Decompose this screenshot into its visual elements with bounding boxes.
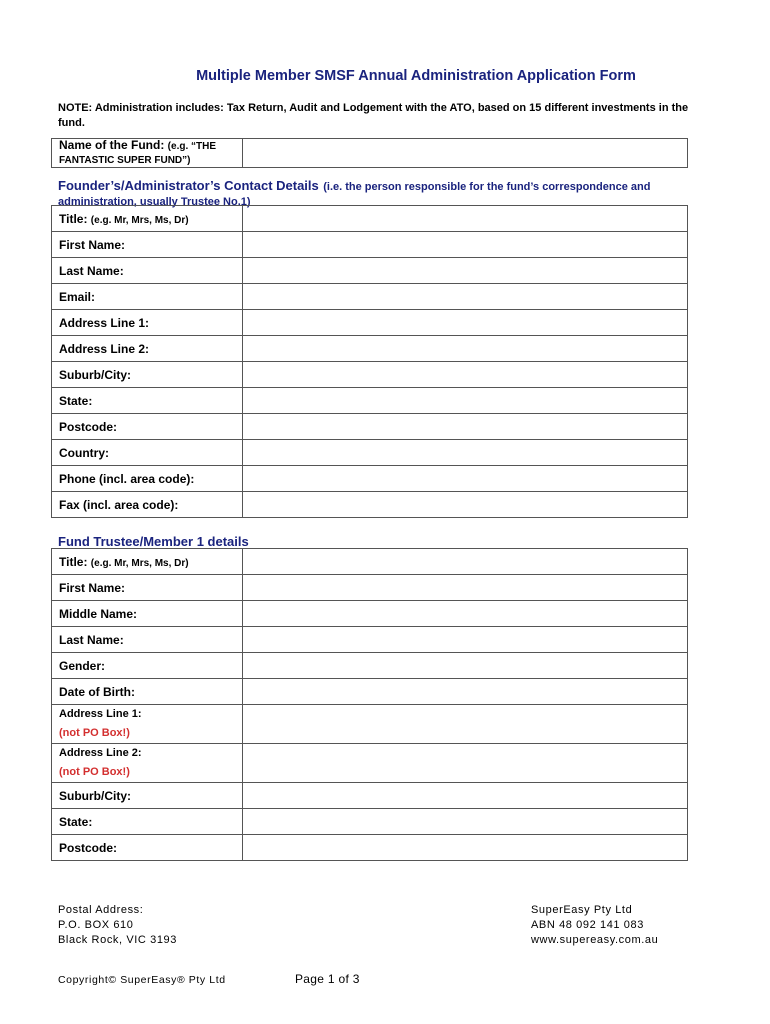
member1-state-cell [243, 809, 688, 835]
founder-suburb-label: Suburb/City: [52, 362, 243, 388]
member1-first-name-input[interactable] [243, 581, 687, 595]
member1-details-table [51, 548, 688, 861]
founder-country-label: Country: [52, 440, 243, 466]
member1-postcode-input[interactable] [243, 841, 687, 855]
member1-last-name-cell [243, 627, 688, 653]
fund-name-cell [243, 139, 688, 168]
member1-address1-warning: (not PO Box!) [59, 727, 130, 739]
member1-address1-label: Address Line 1: [59, 708, 142, 720]
founder-title-cell [243, 206, 688, 232]
founder-state-cell [243, 388, 688, 414]
founder-last-name-input[interactable] [243, 264, 687, 278]
member1-suburb-input[interactable] [243, 789, 687, 803]
founder-heading-text: Founder’s/Administrator’s Contact Details [58, 178, 319, 193]
member1-middle-name-input[interactable] [243, 607, 687, 621]
member1-last-name-input[interactable] [243, 633, 687, 647]
member1-address2-label: Address Line 2: [59, 747, 142, 759]
postal-address-block [58, 903, 177, 948]
founder-phone-label: Phone (incl. area code): [52, 466, 243, 492]
copyright-text: Copyright© SuperEasy® Pty Ltd [58, 974, 226, 986]
founder-suburb-cell [243, 362, 688, 388]
founder-first-name-label: First Name: [52, 232, 243, 258]
founder-email-label: Email: [52, 284, 243, 310]
member1-first-name-cell [243, 575, 688, 601]
member1-middle-name-cell [243, 601, 688, 627]
founder-address2-input[interactable] [243, 342, 687, 356]
member1-title-label: Title: [59, 554, 88, 569]
founder-phone-cell [243, 466, 688, 492]
founder-suburb-input[interactable] [243, 368, 687, 382]
member1-address2-cell [243, 744, 688, 783]
member1-dob-label: Date of Birth: [52, 679, 243, 705]
postal-city: Black Rock, VIC 3193 [58, 934, 177, 946]
member1-state-label: State: [52, 809, 243, 835]
fund-name-input[interactable] [243, 146, 687, 160]
member1-first-name-label: First Name: [52, 575, 243, 601]
member1-suburb-label: Suburb/City: [52, 783, 243, 809]
member1-address1-input[interactable] [243, 717, 687, 731]
postal-box: P.O. BOX 610 [58, 919, 134, 931]
member1-title-cell [243, 549, 688, 575]
member1-middle-name-label: Middle Name: [52, 601, 243, 627]
founder-title-hint: (e.g. Mr, Mrs, Ms, Dr) [90, 214, 189, 226]
founder-first-name-input[interactable] [243, 238, 687, 252]
member1-gender-label: Gender: [52, 653, 243, 679]
founder-postcode-label: Postcode: [52, 414, 243, 440]
member1-address1-label-cell [52, 705, 243, 744]
founder-country-cell [243, 440, 688, 466]
member1-heading-text: Fund Trustee/Member 1 details [58, 534, 249, 549]
founder-title-label-cell [52, 206, 243, 232]
fund-name-label: Name of the Fund: [59, 138, 165, 152]
member1-last-name-label: Last Name: [52, 627, 243, 653]
founder-email-cell [243, 284, 688, 310]
founder-address2-label: Address Line 2: [52, 336, 243, 362]
company-abn: ABN 48 092 141 083 [531, 919, 644, 931]
member1-dob-cell [243, 679, 688, 705]
company-website[interactable]: www.supereasy.com.au [531, 934, 659, 946]
member1-address2-input[interactable] [243, 756, 687, 770]
fund-name-table [51, 138, 688, 168]
founder-title-input[interactable] [243, 212, 687, 226]
founder-postcode-cell [243, 414, 688, 440]
postal-address-label: Postal Address: [58, 904, 144, 916]
member1-suburb-cell [243, 783, 688, 809]
member1-postcode-cell [243, 835, 688, 861]
fund-name-label-cell [52, 139, 243, 168]
page-number: Page 1 of 3 [295, 972, 360, 986]
founder-subheading-text: (i.e. the person responsible for the fund’s correspondence and administration, usually Trustee No.1) [58, 181, 651, 208]
founder-first-name-cell [243, 232, 688, 258]
member1-address2-label-cell [52, 744, 243, 783]
form-title: Multiple Member SMSF Annual Administration Application Form [196, 68, 636, 84]
founder-details-table [51, 205, 688, 518]
member1-gender-input[interactable] [243, 659, 687, 673]
company-block [531, 903, 658, 948]
founder-address1-input[interactable] [243, 316, 687, 330]
member1-title-label-cell [52, 549, 243, 575]
founder-fax-input[interactable] [243, 498, 687, 512]
administration-note: NOTE: Administration includes: Tax Return, Audit and Lodgement with the ATO, based on 15 different investments in the fund. [58, 102, 689, 129]
founder-address2-cell [243, 336, 688, 362]
founder-last-name-cell [243, 258, 688, 284]
member1-address1-cell [243, 705, 688, 744]
founder-postcode-input[interactable] [243, 420, 687, 434]
founder-state-input[interactable] [243, 394, 687, 408]
member1-dob-input[interactable] [243, 685, 687, 699]
founder-title-label: Title: [59, 211, 88, 226]
founder-email-input[interactable] [243, 290, 687, 304]
fund-name-hint: (e.g. “THE FANTASTIC SUPER FUND”) [59, 141, 217, 166]
member1-gender-cell [243, 653, 688, 679]
founder-country-input[interactable] [243, 446, 687, 460]
founder-last-name-label: Last Name: [52, 258, 243, 284]
founder-fax-label: Fax (incl. area code): [52, 492, 243, 518]
member1-postcode-label: Postcode: [52, 835, 243, 861]
founder-fax-cell [243, 492, 688, 518]
founder-phone-input[interactable] [243, 472, 687, 486]
company-name: SuperEasy Pty Ltd [531, 904, 633, 916]
founder-address1-cell [243, 310, 688, 336]
member1-title-hint: (e.g. Mr, Mrs, Ms, Dr) [90, 557, 189, 569]
founder-address1-label: Address Line 1: [52, 310, 243, 336]
member1-title-input[interactable] [243, 555, 687, 569]
founder-state-label: State: [52, 388, 243, 414]
member1-address2-warning: (not PO Box!) [59, 766, 130, 778]
member1-state-input[interactable] [243, 815, 687, 829]
